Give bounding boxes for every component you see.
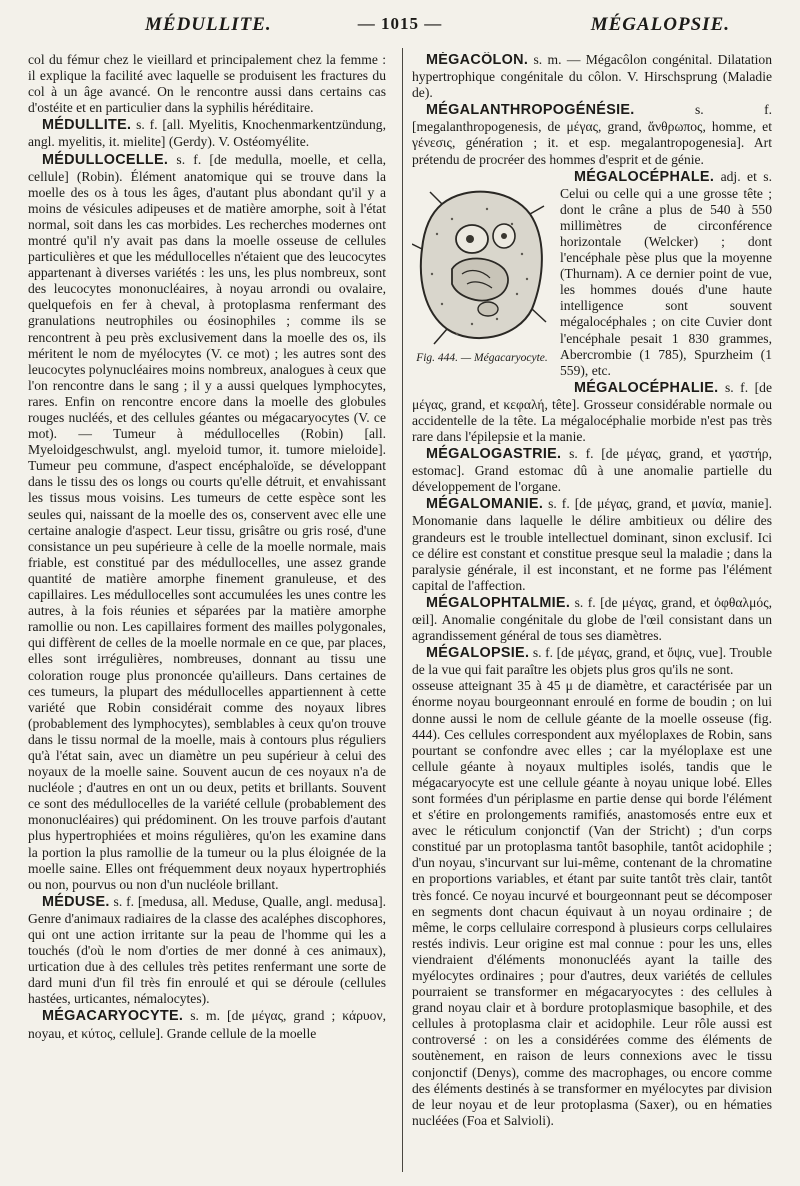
entry-continuation [28, 52, 386, 116]
headword: MÉGALOMANIE. [426, 496, 544, 513]
headword: MÉGALOPHTALMIE. [426, 594, 571, 611]
entry-text: col du fémur chez le vieillard et principalement chez la femme : il explique la facilité avec laquelle se produisent les fractures du col à un âge avancé. On le rencontre aussi dans certains cas d'ostéite et en particulier dans la syphilis héréditaire. [28, 52, 386, 116]
entry-text: s. m. [de μέγας, grand ; κάρυον, noyau, et κύτος, cellule]. Grande cellule de la moelle [28, 1008, 386, 1041]
entry-text: s. f. [de μέγας, grand, et κεφαλή, tête]. Grosseur considérable normale ou accidentelle de la tête. La mégalocéphalie morbide n'est pas très rare dans l'épilepsie et la manie. [412, 379, 772, 445]
entry-megalopsie [412, 645, 772, 678]
entry-text: s. f. [de medulla, moelle, et cella, cellule] (Robin). Élément anatomique qui se trouve dans la moelle des os à tous les âges, d'autant plus abondant qu'il y a moins de vésicules adipeuses et de matière amorphe, soit à l'état normal, soit dans les cas morbides. Les recherches modernes ont montré qu'il n'y avait pas dans la moelle osseuse de cellules particulières et que les médullocelles n'étaient que des leucocytes appartenant à diverses variétés : les uns, les plus nombreux, sont des leucocytes mononucléaires, à noyau arrondi ou ovalaire, quelquefois en fer à cheval, à protoplasma renfermant des granulations neutrophiles ou éosinophiles ; comme ils se rencontrent à peu près exclusivement dans la moelle des os, ils méritent le nom de myélocytes (V. ce mot) ; les autres sont des leucocytes polynucléaires moins nombreux, analogues à ceux que l'on rencontre dans le sang ; il y a aussi quelques lymphocytes, rares. Enfin on rencontre encore dans la moelle des globules rouges nucléés, et des cellules géantes ou mégacaryocytes (V. ce mot). — Tumeur à médullocelles (Robin) [all. Myeloidgeschwulst, angl. myeloid tumor, it. tumore mieloide]. Tumeur peu commune, d'aspect encéphaloïde, se développant dans le tissu des os longs ou courts qu'elle détruit, et envahissant les tissus mous voisins. Les tumeurs de cette espèce sont les seules qui, naissant de la moelle des os, conservent avec elle une certaine analogie d'aspect. Leur tissu, grisâtre ou gris rosé, d'une consistance un peu supérieure à celle de la moelle normale, mais friable, est constitué par des médullocelles, une assez grande quantité de matière amorphe finement granuleuse, et des capillaires. Les médullocelles sont accumulées les unes contre les autres, à la fois réunies et séparées par la matière amorphe ramollie ou non. Les capillaires forment des mailles polygonales, qui diffèrent de celles de la moelle normale en ce que, par places, elles sont irrégulières, nombreuses, donnant au tissu une coloration rouge plus prononcée qu'ailleurs. Dans certaines de ces tumeurs, la plupart des médullocelles appartiennent à cette variété que Robin considérait comme des noyaux libres (probablement des lymphocytes), semblables à ceux qu'on trouve dans le tissu normal de la moelle, mais à contours plus réguliers qu'à l'état sain, avec un diamètre un peu supérieur à celui des noyaux de la moelle saine. Souvent aucun de ces noyaux n'a de nucléole ; d'autres en ont un ou deux, petits et brillants. Souvent ce sont des médullocelles de la variété cellule (probablement des mononucléaires) qui prédominent. On les trouve parfois d'autant plus hypertrophiées et moins régulières, qu'on les examine dans la portion la plus ramollie de la tumeur ou la plus éloignée de la moelle saine. Elles ont fréquemment deux noyaux hypertrophiés ou non, pourvus ou non d'un nucléole brillant. [28, 151, 386, 892]
entry-text: s. f. [de μέγας, grand, et μανία, manie]. Monomanie dans laquelle le délire ambitieux ou délire des grandeurs est le trouble intellectuel dominant, sinon exclusif. Ici ce délire est constant et constitue presque seul la maladie ; dans la paralysie générale, il est inconstant, et ne forme pas l'élément capital de l'affection. [412, 496, 772, 593]
header-right-word: MÉGALOPSIE. [590, 14, 730, 35]
headword: MÉGACÔLON. [426, 52, 529, 68]
entry-medullocelle [28, 152, 386, 893]
figure-444 [412, 184, 552, 380]
entry-text: s. f. [megalanthropogenesis, de μέγας, grand, ἄνθρωπος, homme, et γένεσις, génération ; it. et esp. megalantropogenesia]. Art prétendu de procréer des hommes d'esprit et de génie. [412, 102, 772, 167]
column-divider [402, 48, 403, 1172]
headword: MÉGALOPSIE. [426, 645, 530, 662]
entry-megacolon [412, 52, 772, 101]
entry-text: osseuse atteignant 35 à 45 μ de diamètre, et caractérisée par un énorme noyau bourgeonnant enroulé en forme de boudin ; on lui donne aussi le nom de cellule géante de la moelle osseuse (fig. 444). Ces cellules correspondent aux myéloplaxes de Robin, sans pourtant se confondre avec elles ; car la myéloplaxe est une cellule géante à noyaux multiples isolés, tandis que le mégacaryocyte est une cellule géante à noyau unique lobé. Elles sont formées d'un périplasme en partie dense qui borde l'élément et s'étire en prolongements ramifiés, anastomosés entre eux et avec le réticulum conjonctif (Van der Stricht) ; d'un corps constitué par un protoplasma tantôt basophile, tantôt acidophile ; d'un noyau, s'incurvant sur lui-même, contenant de la chromatine en proportions variables, et étant par suite tantôt très clair, tantôt très foncé. Ce noyau incurvé et bourgeonnant peut se décomposer en segments dont chacun équivaut à un noyau ordinaire ; de même, le corps cellulaire correspond à plusieurs corps cellulaires restés indivis. Leur origine est mal connue : pour les uns, elles viendraient d'éléments mononucléés ayant la taille des myélocytes ordinaires ; pour d'autres, deux variétés de cellules pourraient se transformer en mégacaryocytes : des cellules à grand noyau clair et à bordure protoplasmique basophile, et des cellules à protoplasma clair et acidophile. Leur rôle aussi est controversé : on les a considérées comme des éléments de soutènement, en raison de leurs connexions avec le tissu conjonctif (Denys), comme des macrophages, ou encore comme des éléments destinés à se transformer en myélocytes par division de leur noyau et de leur protoplasma (Saxer), ou en hématies nucléées (Foa et Salvioli). [412, 678, 772, 1128]
entry-text: s. f. [all. Myelitis, Knochenmarkentzündung, angl. myelitis, it. mielite] (Gerdy). V. Ostéomyélite. [28, 117, 386, 150]
entry-medullite [28, 117, 386, 150]
entry-text: s. f. [de μέγας, grand, et γαστήρ, estomac]. Grand estomac dû à une anomalie partielle du développement de l'organe. [412, 446, 772, 495]
entry-megalomanie [412, 496, 772, 594]
header-left-word: MÉDULLITE. [145, 14, 272, 35]
page-number: — 1015 — [357, 14, 443, 33]
headword: MÉGALANTHROPOGÉNÉSIE. [426, 102, 635, 119]
headword: MÉGACARYOCYTE. [42, 1008, 184, 1025]
entry-text: s. f. [medusa, all. Meduse, Qualle, angl. medusa]. Genre d'animaux radiaires de la classe des acaléphes discophores, qui ont une action irritante sur la peau de l'homme qui les a touchés (d'où le nom d'orties de mer donné à ces animaux), urtication due à des cellules très petites renfermant une sorte de dard muni d'un fil très fin enroulé et qui se déroule (cellules hastées, urticantes, némalocytes). [28, 893, 386, 1007]
entry-megacaryocyte-continued [412, 678, 772, 1129]
headword: MÉDULLITE. [42, 117, 132, 134]
headword: MÉGALOCÉPHALE. [574, 168, 715, 185]
figure-caption: Fig. 444. — Mégacaryocyte. [416, 352, 548, 364]
headword: MÉDULLOCELLE. [42, 151, 169, 168]
entry-megalanthropogenesie [412, 102, 772, 167]
headword: MÉGALOGASTRIE. [426, 446, 562, 463]
entry-text: s. f. [de μέγας, grand, et ὀφθαλμός, œil]. Anomalie congénitale du globe de l'œil consistant dans un agrandissement général de tous ses diamètres. [412, 594, 772, 644]
left-column [28, 52, 386, 1172]
entry-megalophtalmie [412, 595, 772, 644]
entry-megacaryocyte [28, 1008, 386, 1041]
entry-megalogastrie [412, 446, 772, 495]
running-header [30, 14, 770, 44]
entry-megalocephalie [412, 380, 772, 445]
right-column [412, 52, 772, 1172]
headword: MÉDUSE. [42, 893, 110, 910]
megacaryocyte-illustration [412, 184, 552, 350]
entry-meduse [28, 894, 386, 1008]
entry-text: s. m. — Mégacôlon congénital. Dilatation hypertrophique congénitale du côlon. V. Hirschsprung (Maladie de). [412, 52, 772, 101]
entry-text: adj. et s. Celui ou celle qui a une grosse tête ; dont le crâne a plus de 540 à 550 millimètres de circonférence horizontale (Welcker) ; dont l'encéphale pèse plus que la moyenne (Thurnam). A ce dernier point de vue, les hommes doués d'une haute intelligence sont souvent mégalocéphales ; on cite Cuvier dont l'encéphale pesait 1 830 grammes, Abercrombie (1 785), Spurzheim (1 559), etc. [560, 168, 772, 378]
headword: MÉGALOCÉPHALIE. [574, 379, 719, 396]
entry-text: s. f. [de μέγας, grand, et ὄψις, vue]. Trouble de la vue qui fait paraître les objets plus gros qu'ils ne sont. [412, 645, 772, 678]
